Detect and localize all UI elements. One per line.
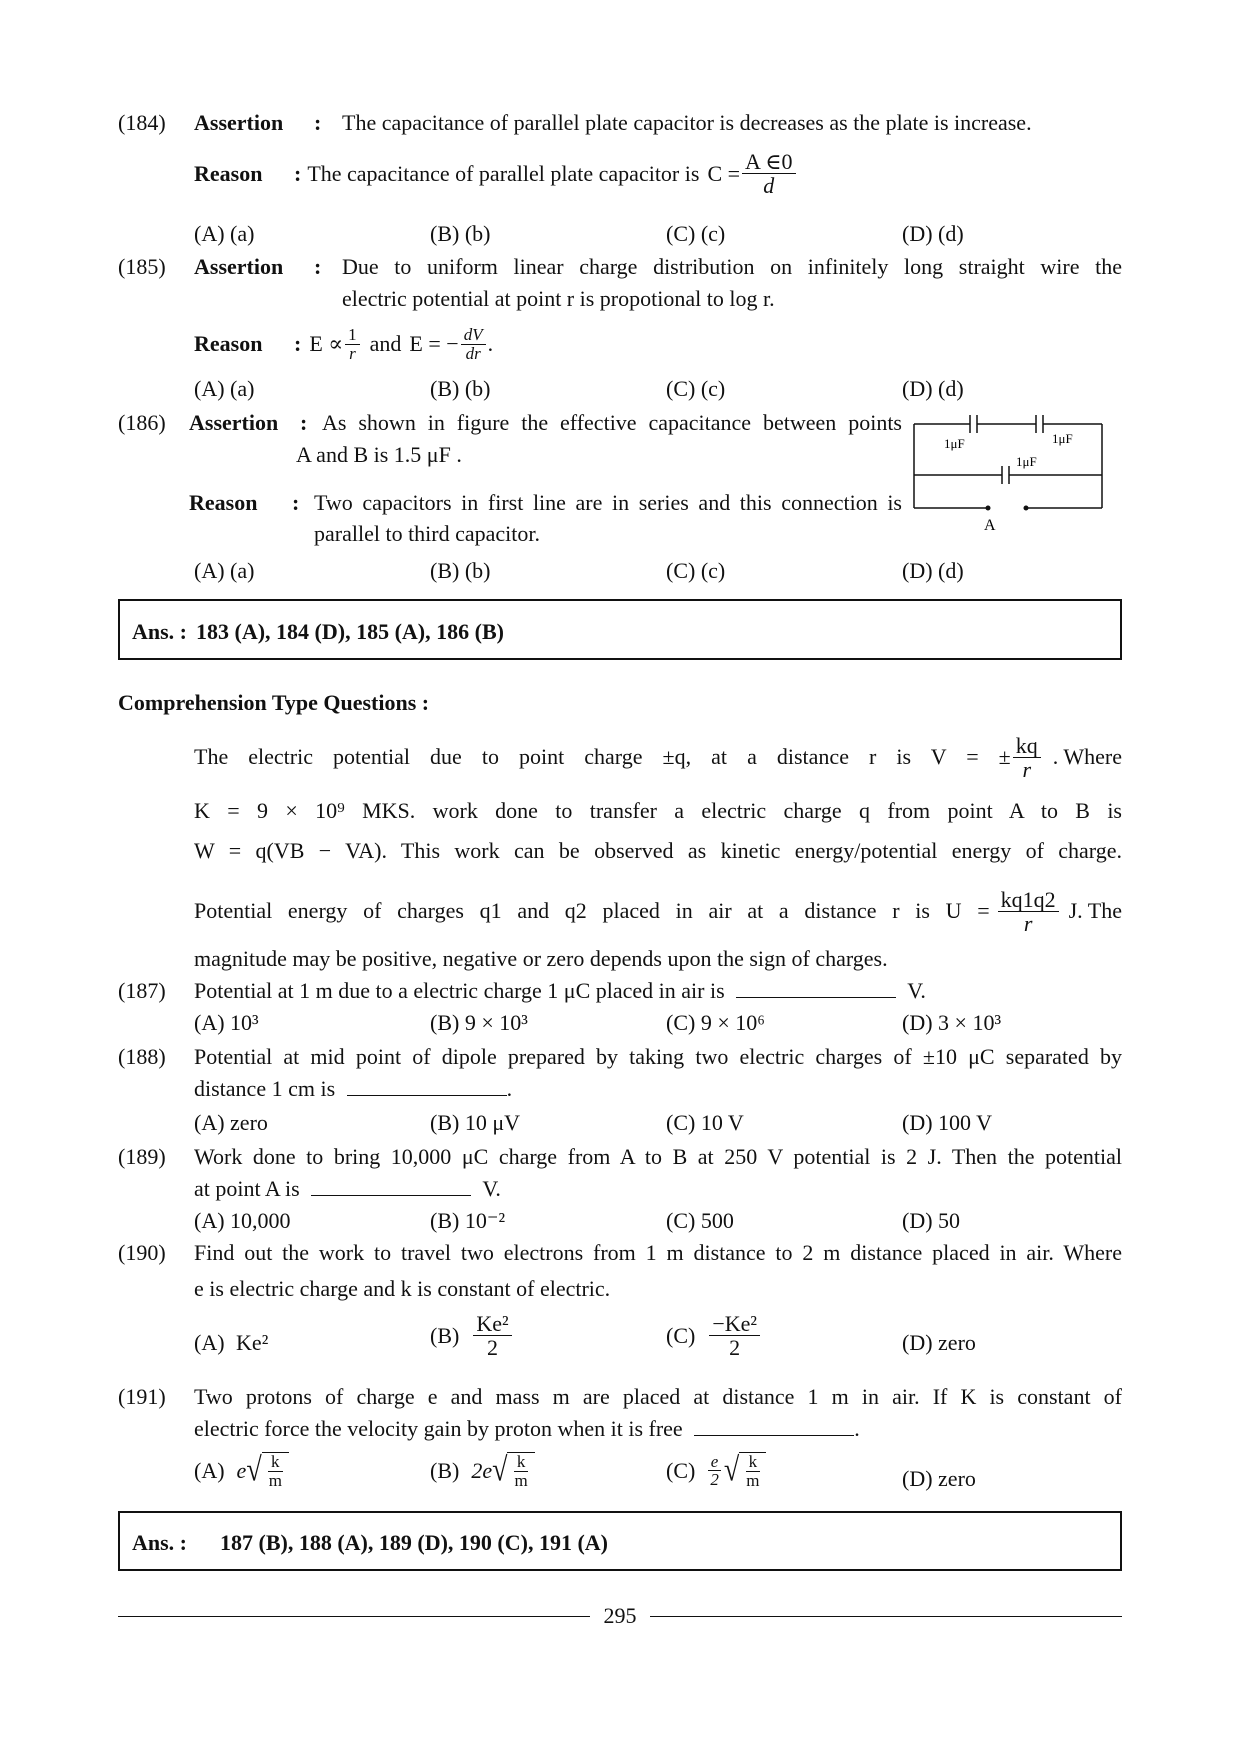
option-label: (B) xyxy=(430,1457,460,1483)
cap-label: 1μF xyxy=(944,436,965,451)
question-number: (186) xyxy=(118,410,166,435)
assertion-line: A and B is 1.5 μF . xyxy=(296,442,462,467)
reason-row: Reason : The capacitance of parallel plate capacitor is C = $\frac{A \in 0}{d}$ xyxy=(194,150,798,197)
answer-box xyxy=(118,599,1122,660)
question-text-part: V. xyxy=(482,1176,501,1201)
question-text: e is electric charge and k is constant of electric. xyxy=(194,1276,611,1301)
option-d: (D) (d) xyxy=(902,221,964,246)
option-a xyxy=(194,1452,289,1490)
fraction-denominator: m xyxy=(514,1470,528,1490)
footer-rule-right xyxy=(650,1616,1122,1617)
question-text-part: at point A is xyxy=(194,1176,300,1201)
option-d: (D) 100 V xyxy=(902,1110,993,1135)
square-root: √ $\frac{k}{m}$ xyxy=(246,1452,289,1490)
option-d: (D) 3 × 10³ xyxy=(902,1010,1002,1035)
option-a: (A) (a) xyxy=(194,376,255,401)
formula-lhs: C = xyxy=(707,160,741,186)
fraction xyxy=(461,326,486,363)
option-a: (A) (a) xyxy=(194,221,255,246)
question-text: Potential at mid point of dipole prepared by taking two electric charges of ±10 μC separated by xyxy=(194,1044,1122,1069)
question-text xyxy=(194,1076,512,1102)
paragraph-text: J. The xyxy=(1068,898,1122,924)
option-label: (A) xyxy=(194,1330,225,1355)
option-value: Ke² xyxy=(236,1330,269,1355)
option-a: (A) (a) xyxy=(194,558,255,583)
cap-label: 1μF xyxy=(1016,454,1037,469)
colon: : xyxy=(314,254,322,279)
assertion-label: Assertion xyxy=(194,254,284,279)
terminal-b xyxy=(1024,506,1029,511)
fraction-denominator: m xyxy=(268,1470,282,1490)
option-c: (C) (c) xyxy=(666,221,726,246)
answer-text: 187 (B), 188 (A), 189 (D), 190 (C), 191 (A) xyxy=(220,1530,608,1555)
option-d: (D) zero xyxy=(902,1330,976,1355)
question-text xyxy=(194,1176,501,1202)
fraction-denominator: r xyxy=(349,343,356,363)
fraction-denominator: 2 xyxy=(729,1335,741,1361)
option-d: (D) zero xyxy=(902,1466,976,1491)
question-text-part: . xyxy=(506,1076,513,1101)
answer-blank xyxy=(347,1077,507,1096)
fraction-numerator: A ∈0 xyxy=(742,150,795,174)
option-c: (C) 10 V xyxy=(666,1110,744,1135)
option-label: (A) xyxy=(194,1457,225,1483)
reason-text: The capacitance of parallel plate capacitor is xyxy=(307,160,700,186)
fraction-numerator: k xyxy=(746,1453,761,1472)
question-number: (189) xyxy=(118,1144,166,1169)
question-number: (191) xyxy=(118,1384,166,1409)
answer-blank xyxy=(694,1417,854,1436)
colon: : xyxy=(300,410,308,435)
fraction-denominator: 2 xyxy=(710,1470,719,1490)
option-label: (B) xyxy=(430,1322,460,1348)
reason-row: Reason : E ∝ $\frac{1}{r}$ and E = − $\frac{dV}{dr}$ . xyxy=(194,325,494,363)
fraction-numerator: kq xyxy=(1013,734,1041,758)
option-b: (B) (b) xyxy=(430,558,491,583)
fraction xyxy=(998,888,1059,935)
fraction-denominator: 2 xyxy=(486,1335,498,1361)
paragraph-text: . Where xyxy=(1052,744,1122,770)
option-coefficient: e xyxy=(236,1457,247,1483)
fraction xyxy=(1013,734,1041,781)
footer-rule-left xyxy=(118,1616,590,1617)
option-label: (C) xyxy=(666,1322,696,1348)
colon: : xyxy=(314,110,322,135)
colon: : xyxy=(292,490,300,515)
reason-label: Reason xyxy=(189,490,258,515)
reason-line: parallel to third capacitor. xyxy=(314,521,541,546)
option-c xyxy=(666,1452,766,1490)
fraction-denominator: r xyxy=(1023,911,1033,937)
option-b xyxy=(430,1312,514,1359)
reason-and: and xyxy=(369,331,402,357)
option-coefficient: 2e xyxy=(471,1457,493,1483)
option-a: (A) zero xyxy=(194,1110,268,1135)
reason-formula: E = − xyxy=(409,331,459,357)
fraction-numerator: k xyxy=(268,1453,283,1472)
reason-label: Reason xyxy=(194,331,263,357)
fraction-denominator: r xyxy=(1022,757,1032,783)
option-b xyxy=(430,1452,535,1490)
question-text: Work done to bring 10,000 μC charge from A to B at 250 V potential is 2 J. Then the potential xyxy=(194,1144,1122,1169)
square-root: √ $\frac{k}{m}$ xyxy=(724,1452,767,1490)
fraction-denominator: m xyxy=(746,1470,760,1490)
option-b: (B) (b) xyxy=(430,376,491,401)
assertion-label: Assertion xyxy=(194,110,284,135)
option-c: (C) (c) xyxy=(666,376,726,401)
question-text xyxy=(194,978,926,1004)
square-root: √ $\frac{k}{m}$ xyxy=(492,1452,535,1490)
fraction xyxy=(473,1312,511,1359)
question-number: (190) xyxy=(118,1240,166,1265)
option-b: (B) (b) xyxy=(430,221,491,246)
paragraph-line xyxy=(194,888,1122,935)
fraction-denominator: dr xyxy=(465,343,481,363)
terminal-a xyxy=(986,506,991,511)
answer-label: Ans. : xyxy=(132,1530,188,1555)
option-a xyxy=(194,1330,268,1356)
question-text: Find out the work to travel two electrons from 1 m distance to 2 m distance placed in air. Where xyxy=(194,1240,1122,1265)
cap-label: 1μF xyxy=(1052,431,1073,446)
fraction xyxy=(709,1312,760,1359)
paragraph-line: magnitude may be positive, negative or zero depends upon the sign of charges. xyxy=(194,946,888,971)
answer-blank xyxy=(736,979,896,998)
fraction-numerator: 1 xyxy=(345,326,360,345)
answer-box xyxy=(118,1511,1122,1571)
question-text-part: distance 1 cm is xyxy=(194,1076,336,1101)
answer-text: 183 (A), 184 (D), 185 (A), 186 (B) xyxy=(196,619,504,644)
question-text-part: . xyxy=(854,1416,860,1441)
question-number: (184) xyxy=(118,110,166,135)
page-number: 295 xyxy=(603,1603,637,1628)
question-number: (187) xyxy=(118,978,166,1003)
option-d: (D) (d) xyxy=(902,376,964,401)
option-c xyxy=(666,1312,762,1359)
reason-line: Two capacitors in first line are in series and this connection is xyxy=(314,490,902,515)
reason-formula: E ∝ xyxy=(309,331,344,357)
option-a: (A) 10,000 xyxy=(194,1208,291,1233)
answer-label: Ans. : xyxy=(132,619,188,644)
answer-blank xyxy=(311,1177,471,1196)
fraction xyxy=(707,1453,722,1490)
question-text-part: electric force the velocity gain by proton when it is free xyxy=(194,1416,683,1441)
fraction-numerator: kq1q2 xyxy=(998,888,1059,912)
section-heading: Comprehension Type Questions : xyxy=(118,690,430,715)
capacitor-circuit-diagram xyxy=(912,412,1104,534)
assertion-line: electric potential at point r is propotional to log r. xyxy=(342,286,775,311)
fraction-numerator: k xyxy=(514,1453,529,1472)
option-label: (C) xyxy=(666,1457,696,1483)
option-b: (B) 9 × 10³ xyxy=(430,1010,528,1035)
option-b: (B) 10⁻² xyxy=(430,1208,506,1233)
paragraph-text: Potential energy of charges q1 and q2 placed in air at a distance r is U = xyxy=(194,898,990,924)
fraction-numerator: e xyxy=(708,1453,722,1472)
fraction-denominator: d xyxy=(763,173,775,199)
fraction-numerator: Ke² xyxy=(473,1312,511,1336)
fraction xyxy=(345,326,360,363)
assertion-line: As shown in figure the effective capacitance between points xyxy=(322,410,902,435)
question-text-part: V. xyxy=(907,978,926,1003)
option-c: (C) (c) xyxy=(666,558,726,583)
option-d: (D) (d) xyxy=(902,558,964,583)
paragraph-line: W = q(VB − VA). This work can be observed as kinetic energy/potential energy of charge. xyxy=(194,838,1122,863)
paragraph-line xyxy=(194,734,1122,781)
fraction-numerator: −Ke² xyxy=(709,1312,760,1336)
option-c: (C) 9 × 10⁶ xyxy=(666,1010,765,1035)
paragraph-line: K = 9 × 10⁹ MKS. work done to transfer a electric charge q from point A to B is xyxy=(194,798,1122,823)
fraction-numerator: dV xyxy=(461,326,486,345)
point-label: A xyxy=(984,517,996,534)
question-number: (188) xyxy=(118,1044,166,1069)
option-c: (C) 500 xyxy=(666,1208,734,1233)
reason-label: Reason xyxy=(194,160,263,186)
paragraph-text: The electric potential due to point charge ±q, at a distance r is V = ± xyxy=(194,744,1011,770)
option-d: (D) 50 xyxy=(902,1208,961,1233)
question-text xyxy=(194,1416,860,1442)
option-a: (A) 10³ xyxy=(194,1010,259,1035)
option-b: (B) 10 μV xyxy=(430,1110,521,1135)
question-number: (185) xyxy=(118,254,166,279)
question-text: Two protons of charge e and mass m are placed at distance 1 m in air. If K is constant of xyxy=(194,1384,1122,1409)
assertion-label: Assertion xyxy=(189,410,279,435)
question-text-part: Potential at 1 m due to a electric charge 1 μC placed in air is xyxy=(194,978,725,1003)
assertion-text: The capacitance of parallel plate capacitor is decreases as the plate is increase. xyxy=(342,110,1032,135)
assertion-line: Due to uniform linear charge distribution on infinitely long straight wire the xyxy=(342,254,1122,279)
capacitance-fraction xyxy=(742,150,795,197)
